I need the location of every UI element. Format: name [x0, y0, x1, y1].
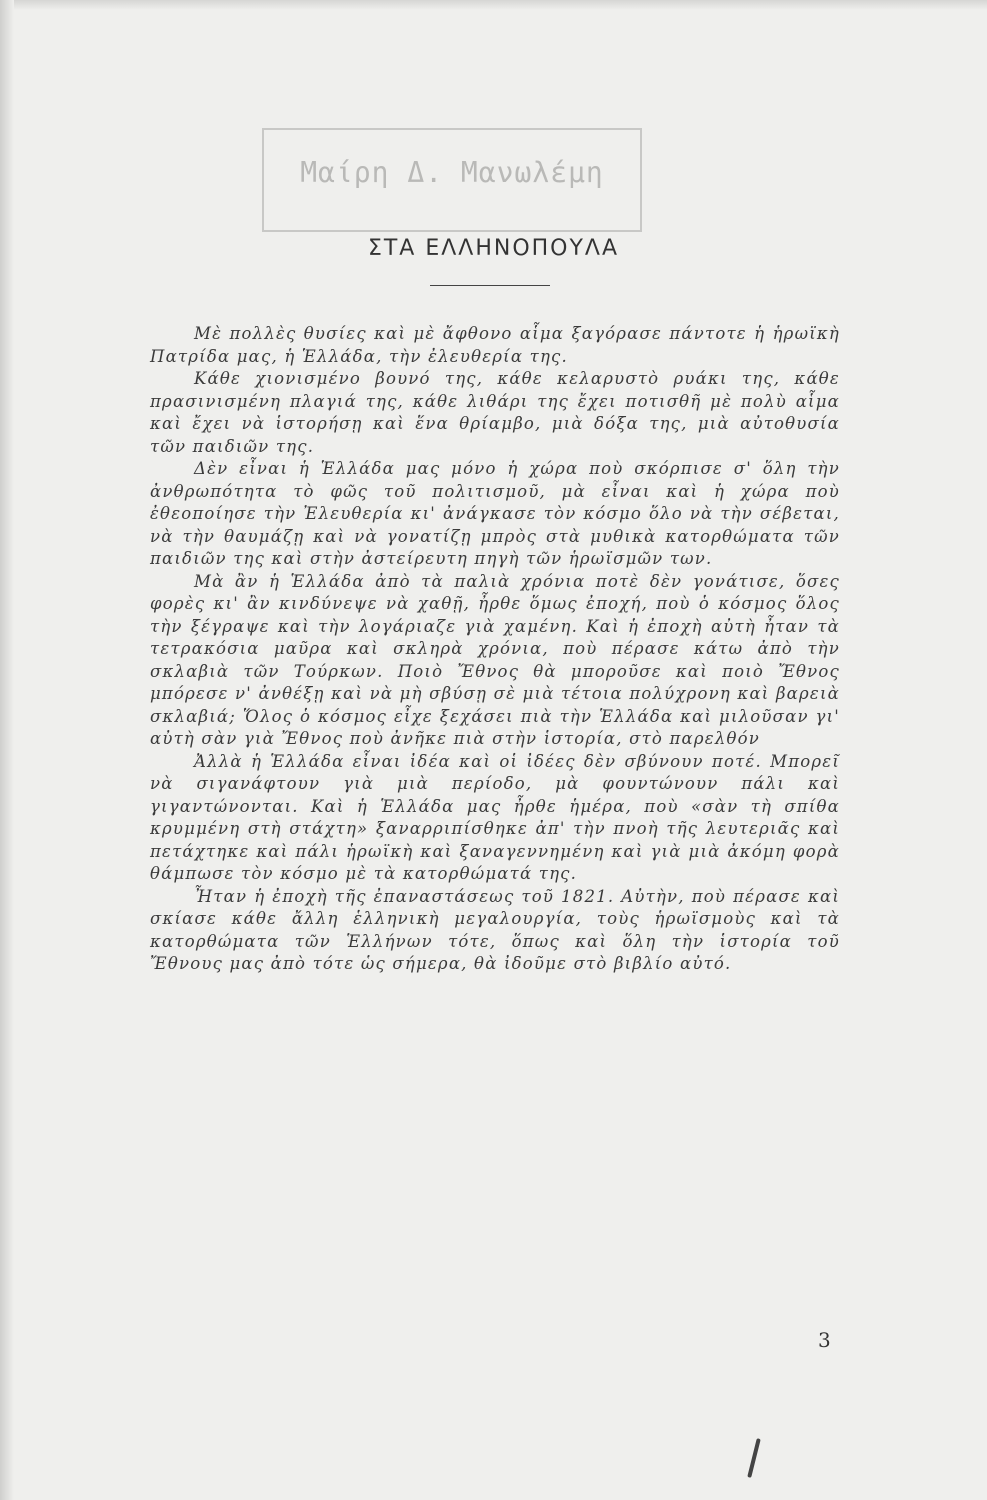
page-top-edge [0, 0, 987, 10]
stamp-text: Μαίρη Δ. Μανωλέμη [300, 156, 604, 189]
paragraph-5: Ἀλλὰ ἡ Ἑλλάδα εἶναι ἰδέα καὶ οἱ ἰδέες δὲν σβύνουν ποτέ. Μπορεῖ νὰ σιγανάφτουν γιὰ μιὰ περίοδο, μὰ φουντώνουν πάλι καὶ γιγαντώνονται. Καὶ ἡ Ἑλλάδα μας ἦρθε ἡμέρα, ποὺ «σὰν τὴ σπίθα κρυμμένη στὴ στάχτη» ξαναρριπίσθηκε ἀπ' τὴν πνοὴ τῆς λευτεριᾶς καὶ πετάχτηκε καὶ πάλι ἡρωϊκὴ καὶ ξαναγεννημένη καὶ γιὰ μιὰ ἀκόμη φορὰ θάμπωσε τὸν κόσμο μὲ τὰ κατορθώματά της. [150, 751, 840, 883]
paragraph-3: Δὲν εἶναι ἡ Ἑλλάδα μας μόνο ἡ χώρα ποὺ σκόρπισε σ' ὅλη τὴν ἀνθρωπότητα τὸ φῶς τοῦ πολιτισμοῦ, μὰ εἶναι καὶ ἡ χώρα ποὺ ἐθεοποίησε τὴν Ἐλευθερία κι' ἀνάγκασε τὸν κόσμο ὅλο νὰ τὴν σέβεται, νὰ τὴν θαυμάζῃ καὶ νὰ γονατίζῃ μπρὸς στὰ μυθικὰ κατορθώματα τῶν παιδιῶν της καὶ στὴν ἀστείρευτη πηγὴ τῶν ἡρωϊσμῶν των. [150, 459, 840, 568]
pencil-mark [747, 1438, 761, 1478]
paragraph-4: Μὰ ἂν ἡ Ἑλλάδα ἀπὸ τὰ παλιὰ χρόνια ποτὲ δὲν γονάτισε, ὅσες φορὲς κι' ἂν κινδύνεψε νὰ χαθῇ, ἦρθε ὅμως ἐποχή, ποὺ ὁ κόσμος ὅλος τὴν ξέγραψε καὶ τὴν λογάριαζε γιὰ χαμένη. Καὶ ἡ ἐποχὴ αὐτὴ ἦταν τὰ τετρακόσια μαῦρα καὶ σκληρὰ χρόνια, ποὺ πέρασε κάτω ἀπὸ τὴν σκλαβιὰ τῶν Τούρκων. Ποιὸ Ἔθνος θὰ μποροῦσε καὶ ποιὸ Ἔθνος μπόρεσε ν' ἀνθέξῃ καὶ νὰ μὴ σβύσῃ σὲ μιὰ τέτοια πολύχρονη καὶ βαρειὰ σκλαβιά; Ὅλος ὁ κόσμος εἶχε ξεχάσει πιὰ τὴν Ἑλλάδα καὶ μιλοῦσαν γι' αὐτὴ σὰν γιὰ Ἔθνος ποὺ ἀνῆκε πιὰ στὴν ἱστορία, στὸ παρελθόν [150, 571, 840, 748]
paragraph-1: Μὲ πολλὲς θυσίες καὶ μὲ ἄφθονο αἷμα ξαγόρασε πάντοτε ἡ ἡρωϊκὴ Πατρίδα μας, ἡ Ἑλλάδα, τὴν ἐλευθερία της. [150, 324, 840, 366]
page-title: ΣΤΑ ΕΛΛΗΝΟΠΟΥΛΑ [367, 236, 620, 261]
paragraph-2: Κάθε χιονισμένο βουνό της, κάθε κελαρυστὸ ρυάκι της, κάθε πρασινισμένη πλαγιά της, κάθε λιθάρι της ἔχει ποτισθῆ μὲ πολὺ αἷμα καὶ ἔχει νὰ ἱστορήσῃ καὶ ἕνα θρίαμβο, μιὰ δόξα της, μιὰ αὐτοθυσία τῶν παιδιῶν της. [150, 369, 840, 456]
name-stamp [262, 128, 642, 232]
paragraph-6: Ἦταν ἡ ἐποχὴ τῆς ἐπαναστάσεως τοῦ 1821. Αὐτὴν, ποὺ πέρασε καὶ σκίασε κάθε ἄλλη ἑλληνικὴ μεγαλουργία, τοὺς ἡρωϊσμοὺς καὶ τὰ κατορθώματα τῶν Ἑλλήνων τότε, ὅπως καὶ ὅλη τὴν ἱστορία τοῦ Ἔθνους μας ἀπὸ τότε ὡς σήμερα, θὰ ἰδοῦμε στὸ βιβλίο αὐτό. [150, 886, 840, 973]
page-number: 3 [818, 1328, 831, 1352]
page-left-edge [0, 0, 14, 1500]
title-divider [430, 285, 550, 286]
body-text [150, 323, 840, 976]
